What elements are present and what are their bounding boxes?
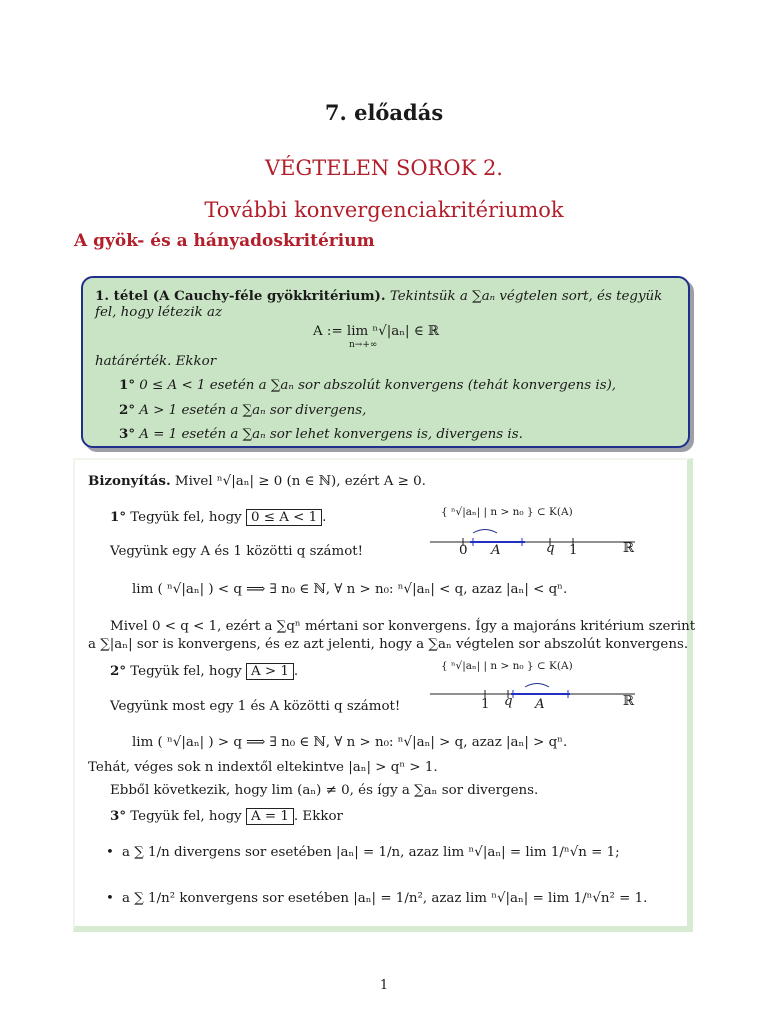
case-2-limit: lim ( ⁿ√|aₙ| ) > q ⟹ ∃ n₀ ∈ ℕ, ∀ n > n₀: ⁿ√|aₙ| > q, azaz |aₙ| > qⁿ. [132,735,568,750]
figure-set-label: { ⁿ√|aₙ| | n > n₀ } ⊂ K(A) [441,660,573,672]
bullet-dot: • [106,845,114,860]
tick-label: ℝ [623,694,635,709]
tick-label: ℝ [623,541,635,556]
tick-label: q [504,694,513,709]
case-2-after-1: Tehát, véges sok n indextől eltekintve |aₙ| > qⁿ > 1. [88,760,438,775]
number-line-figure-1 [425,504,645,564]
figure-set-label: { ⁿ√|aₙ| | n > n₀ } ⊂ K(A) [441,506,573,518]
theorem-box [81,276,690,448]
case-2: 2° Tegyük fel, hogy A > 1 . [110,663,299,679]
tick-label: q [546,541,555,556]
tick-label: A [535,697,545,712]
theorem-item-2 [119,402,366,418]
theorem-formula-sub: n→+∞ [349,340,378,350]
page-subtitle: További konvergenciakritériumok [204,198,564,222]
brace-mark [473,530,497,534]
case-assumption-box: A > 1 [246,663,294,680]
theorem-label: 1. tétel (A Cauchy-féle gyökkritérium). [95,288,386,304]
case-num: 2° [110,663,127,679]
theorem-after: határérték. Ekkor [95,354,217,369]
theorem-intro-1: Tekintsük a ∑aₙ végtelen sort, és tegyük [385,289,663,304]
theorem-formula: A := lim ⁿ√|aₙ| ∈ ℝ [313,324,440,339]
case-2-pick: Vegyünk most egy 1 és A közötti q számot! [110,699,401,714]
case-2-after-2: Ebből következik, hogy lim (aₙ) ≠ 0, és így a ∑aₙ sor divergens. [110,783,539,798]
section-heading: A gyök- és a hányadoskritérium [74,231,375,251]
case-tail: . Ekkor [293,809,343,824]
proof-head-text: Mivel ⁿ√|aₙ| ≥ 0 (n ∈ ℕ), ezért A ≥ 0. [170,474,426,489]
case-text: Tegyük fel, hogy [126,664,246,679]
brace-mark [525,684,549,688]
theorem-item-1 [119,377,616,393]
tick-label: 1 [481,697,490,712]
case-1-para-1: Mivel 0 < q < 1, ezért a ∑qⁿ mértani sor konvergens. Így a majoráns kritérium szerint [110,619,696,634]
case-1-limit: lim ( ⁿ√|aₙ| ) < q ⟹ ∃ n₀ ∈ ℕ, ∀ n > n₀: ⁿ√|aₙ| < q, azaz |aₙ| < qⁿ. [132,582,568,597]
item-text: 0 ≤ A < 1 esetén a ∑aₙ sor abszolút konvergens (tehát konvergens is), [139,378,617,393]
theorem-intro [95,288,662,304]
case-assumption-box: A = 1 [246,808,294,825]
page-number: 1 [379,978,389,993]
theorem-intro-2: fel, hogy létezik az [95,305,223,320]
theorem-item-3 [119,426,523,442]
case-text: Tegyük fel, hogy [126,510,246,525]
bullet-2: a ∑ 1/n² konvergens sor esetében |aₙ| = 1/n², azaz lim ⁿ√|aₙ| = lim 1/ⁿ√n² = 1. [122,891,648,906]
bullet-1: a ∑ 1/n divergens sor esetében |aₙ| = 1/n, azaz lim ⁿ√|aₙ| = lim 1/ⁿ√n = 1; [122,845,620,860]
tick-label: 1 [569,543,578,558]
case-3 [110,808,343,824]
page-title: VÉGTELEN SOROK 2. [265,156,503,180]
case-1-para-2: a ∑|aₙ| sor is konvergens, és ez azt jelenti, hogy a ∑aₙ végtelen sor abszolút konvergens. [88,637,689,652]
number-line-1 [425,504,645,564]
case-1-pick: Vegyünk egy A és 1 közötti q számot! [110,544,364,559]
proof-head [88,473,426,489]
item-text: A = 1 esetén a ∑aₙ sor lehet konvergens is, divergens is. [139,427,523,442]
item-text: A > 1 esetén a ∑aₙ sor divergens, [139,403,367,418]
item-num: 2° [119,402,136,418]
item-num: 1° [119,377,136,393]
bullet-dot: • [106,891,114,906]
tick-label: 0 [459,543,468,558]
case-assumption-box: 0 ≤ A < 1 [246,509,322,526]
proof-label: Bizonyítás. [88,473,171,489]
lecture-number: 7. előadás [324,100,444,125]
case-1: 1° Tegyük fel, hogy 0 ≤ A < 1 . [110,509,327,525]
number-line-figure-2 [425,658,645,718]
case-num: 3° [110,808,127,824]
item-num: 3° [119,426,136,442]
case-text: Tegyük fel, hogy [126,809,246,824]
case-num: 1° [110,509,127,525]
tick-label: A [491,543,501,558]
